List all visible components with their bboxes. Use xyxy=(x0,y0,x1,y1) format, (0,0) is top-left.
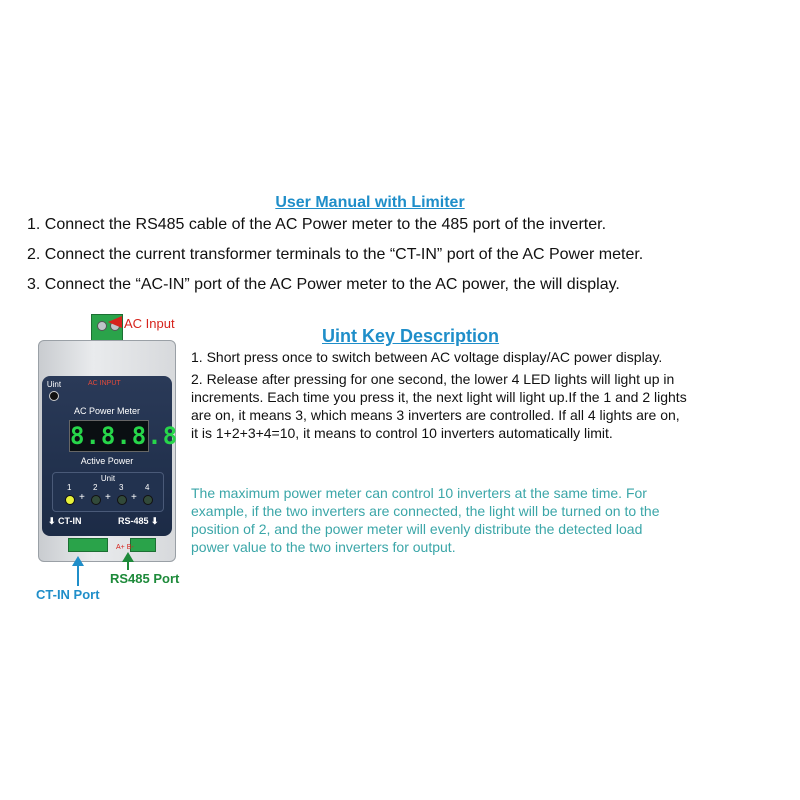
led-number-3: 3 xyxy=(119,483,124,492)
key-line-5: it is 1+2+3+4=10, it means to control 10 inverters automatically limit. xyxy=(191,425,613,441)
manual-step-3: 3. Connect the “AC-IN” port of the AC Power meter to the AC power, the will display. xyxy=(27,276,620,293)
note-line-1: The maximum power meter can control 10 inverters at the same time. For xyxy=(191,485,647,501)
rs485-panel-label: RS-485 ⬇ xyxy=(118,516,159,526)
key-line-4: are on, it means 3, which means 3 inverters are controlled. If all 4 lights are on, xyxy=(191,407,680,423)
rs485-port-label: RS485 Port xyxy=(110,571,180,586)
ac-input-label: AC Input xyxy=(124,316,175,331)
ctin-port-label: CT-IN Port xyxy=(36,587,100,602)
ctin-arrow xyxy=(72,556,84,586)
ac-input-panel-text: AC INPUT xyxy=(88,380,121,387)
key-line-1: 1. Short press once to switch between AC voltage display/AC power display. xyxy=(191,349,663,365)
ac-input-arrow xyxy=(108,316,122,328)
key-description-title: Uint Key Description xyxy=(322,326,500,346)
note-line-3: position of 2, and the power meter will evenly distribute the detected load xyxy=(191,521,643,537)
lcd-display: 8.8.8.8 xyxy=(70,422,179,450)
active-power-label: Active Power xyxy=(80,456,134,466)
note-line-2: example, if the two inverters are connected, the light will be turned on to the xyxy=(191,503,660,519)
plus-sign: + xyxy=(131,492,137,503)
uint-label: Uint xyxy=(46,380,62,389)
note-line-4: power value to the two inverters for output. xyxy=(191,539,456,555)
manual-step-1: 1. Connect the RS485 cable of the AC Power meter to the 485 port of the inverter. xyxy=(27,216,607,233)
plus-sign: + xyxy=(79,492,85,503)
key-line-3: increments. Each time you press it, the next light will light up.If the 1 and 2 lights xyxy=(191,389,687,405)
key-line-2: 2. Release after pressing for one second, the lower 4 LED lights will light up in xyxy=(191,371,675,387)
rs485-arrow xyxy=(122,552,134,570)
ab-terminal-label: A+ B- xyxy=(116,544,134,551)
led-number-4: 4 xyxy=(145,483,150,492)
led-number-2: 2 xyxy=(93,483,98,492)
led-number-1: 1 xyxy=(67,483,72,492)
ctin-panel-label: ⬇ CT-IN xyxy=(48,516,82,526)
meter-label: AC Power Meter xyxy=(73,406,141,416)
unit-label: Unit xyxy=(100,474,116,483)
plus-sign: + xyxy=(105,492,111,503)
manual-step-2: 2. Connect the current transformer terminals to the “CT-IN” port of the AC Power meter. xyxy=(27,246,644,263)
manual-title: User Manual with Limiter xyxy=(275,194,465,211)
